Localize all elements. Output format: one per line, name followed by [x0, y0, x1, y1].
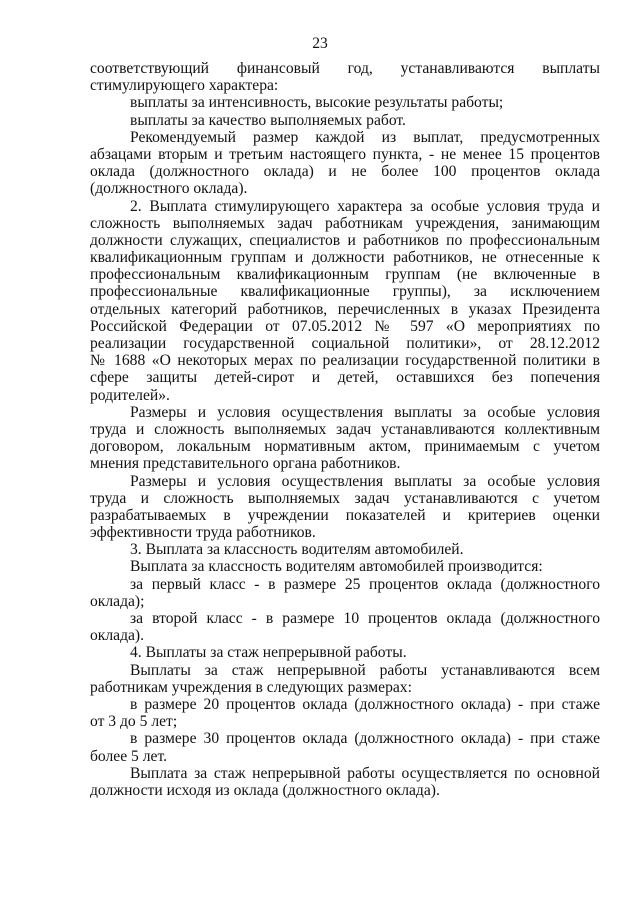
text-line: в размере 30 процентов оклада (должностного оклада) - при стаже: [130, 730, 600, 748]
text-line: Размеры и условия осуществления выплаты за особые условия: [130, 472, 600, 490]
text-line: эффективности труда работников.: [90, 524, 316, 542]
text-line: более 5 лет.: [90, 747, 167, 765]
text-line: договором, локальным нормативным актом, принимаемым с учетом: [90, 438, 600, 456]
text-line: труда и сложность выполняемых задач устанавливаются с учетом: [90, 489, 600, 507]
text-line: родителей».: [90, 386, 170, 404]
text-line: Рекомендуемый размер каждой из выплат, предусмотренных: [130, 128, 600, 146]
text-line: оклада).: [90, 627, 145, 645]
text-line: за первый класс - в размере 25 процентов оклада (должностного: [130, 575, 600, 593]
text-line: должности служащих, специалистов и работников по профессиональным: [90, 231, 600, 249]
text-line: Выплата за классность водителям автомобилей производится:: [130, 558, 543, 576]
text-line: сфере защиты детей-сирот и детей, оставшихся без попечения: [90, 369, 600, 387]
text-line: оклада (должностного оклада) и не более 100 процентов оклада: [90, 163, 600, 181]
text-line: выплаты за интенсивность, высокие результаты работы;: [130, 94, 504, 112]
text-line: 3. Выплата за классность водителям автомобилей.: [130, 541, 464, 559]
document-body: [90, 60, 600, 799]
text-line: профессиональным квалификационным группам (не включенные в: [90, 266, 600, 284]
text-line: 2. Выплата стимулирующего характера за особые условия труда и: [130, 197, 600, 215]
text-line: труда и сложность выполняемых задач устанавливаются коллективным: [90, 420, 600, 438]
text-line: реализации государственной социальной политики», от 28.12.2012: [90, 335, 600, 352]
text-line: за второй класс - в размере 10 процентов оклада (должностного: [130, 610, 600, 627]
text-line: 4. Выплаты за стаж непрерывной работы.: [130, 644, 407, 662]
text-line: разрабатываемых в учреждении показателей и критериев оценки: [90, 506, 600, 524]
text-line: (должностного оклада).: [90, 180, 248, 198]
text-line: № 1688 «О некоторых мерах по реализации государственной политики в: [90, 352, 600, 370]
text-line: стимулирующего характера:: [90, 77, 279, 95]
text-line: мнения представительного органа работников.: [90, 455, 401, 473]
text-line: соответствующий финансовый год, устанавливаются выплаты: [90, 60, 600, 77]
text-line: Выплата за стаж непрерывной работы осуществляется по основной: [130, 764, 600, 782]
text-line: профессиональные квалификационные группы), за исключением: [90, 283, 600, 301]
text-line: Выплаты за стаж непрерывной работы устанавливаются всем: [130, 661, 600, 679]
text-line: сложность выполняемых задач работникам учреждения, занимающим: [90, 214, 600, 232]
text-line: работникам учреждения в следующих размерах:: [90, 678, 412, 696]
text-line: оклада);: [90, 592, 145, 610]
text-line: отдельных категорий работников, перечисленных в указах Президента: [90, 300, 600, 318]
text-line: квалификационным группам и должности работников, не отнесенные к: [90, 249, 600, 267]
text-line: в размере 20 процентов оклада (должностного оклада) - при стаже: [130, 695, 600, 713]
text-line: должности исходя из оклада (должностного оклада).: [90, 781, 440, 799]
text-line: от 3 до 5 лет;: [90, 713, 178, 731]
page-number: 23: [312, 35, 328, 52]
text-line: Российской Федерации от 07.05.2012 № 597 «О мероприятиях по: [90, 317, 600, 335]
text-line: абзацами вторым и третьим настоящего пункта, - не менее 15 процентов: [90, 145, 600, 163]
text-line: Размеры и условия осуществления выплаты за особые условия: [130, 403, 600, 421]
text-line: выплаты за качество выполняемых работ.: [130, 111, 406, 129]
